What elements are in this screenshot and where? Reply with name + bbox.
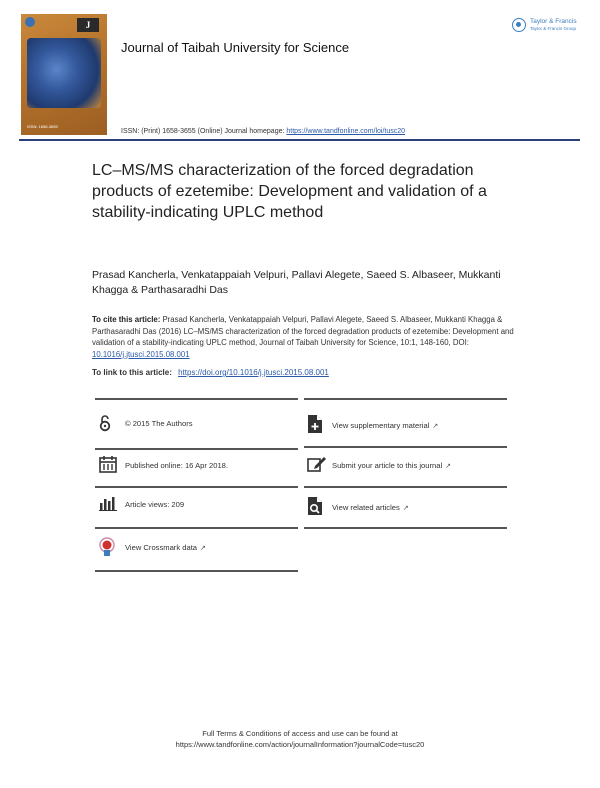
supplementary-link[interactable]: View supplementary material: [332, 421, 430, 430]
divider: [304, 486, 507, 488]
license-text: © 2015 The Authors: [125, 419, 193, 428]
submit-article-link[interactable]: Submit your article to this journal: [332, 461, 443, 470]
bar-chart-icon: [99, 497, 117, 511]
document-search-icon: [307, 496, 323, 516]
supplementary-row[interactable]: [307, 414, 505, 436]
publisher-group: Taylor & Francis Group: [530, 26, 577, 31]
citation-block: [92, 314, 522, 360]
external-link-icon: ↗: [402, 505, 409, 512]
document-plus-icon: [307, 414, 323, 434]
issn-text: ISSN: (Print) 1658-3655 (Online) Journal homepage:: [121, 128, 285, 135]
divider: [95, 527, 298, 529]
publisher-logo[interactable]: [512, 18, 584, 34]
issn-line: [121, 128, 405, 135]
related-row[interactable]: [307, 496, 505, 518]
header-divider: [19, 139, 580, 141]
related-articles-link[interactable]: View related articles: [332, 503, 400, 512]
publisher-name: Taylor & Francis: [530, 18, 577, 25]
citation-label: To cite this article:: [92, 315, 161, 324]
divider: [95, 486, 298, 488]
crossmark-icon: [99, 537, 115, 557]
edit-icon: [307, 455, 327, 473]
journal-cover-label: J: [77, 18, 99, 32]
external-link-icon: ↗: [445, 463, 452, 470]
cover-artwork: [27, 38, 101, 108]
calendar-icon: [99, 455, 117, 473]
divider: [304, 446, 507, 448]
divider: [95, 398, 298, 400]
link-line: [92, 368, 329, 377]
article-title: LC–MS/MS characterization of the forced degradation products of ezetemibe: Development and validation of a stability-indicating UPLC method: [92, 162, 487, 221]
footer-terms-link[interactable]: https://www.tandfonline.com/action/journalInformation?journalCode=tusc20: [175, 740, 425, 749]
external-link-icon: ↗: [432, 423, 439, 430]
footer-terms-text: Full Terms & Conditions of access and use can be found at: [202, 729, 398, 738]
external-link-icon: ↗: [200, 545, 206, 552]
footer: [0, 728, 600, 750]
submit-row[interactable]: [307, 455, 505, 477]
divider: [304, 527, 507, 529]
citation-text: Prasad Kancherla, Venkatappaiah Velpuri, Pallavi Alegete, Saeed S. Albaseer, Mukkanti Khagga & Parthasaradhi Das (2016) LC–MS/MS characterization of the forced degradation products of ezetemibe: Development and validation of a stability-indicating UPLC method, Journal of Taibah University for Science, 10:1, 148-160, DOI:: [92, 315, 514, 347]
crossmark-row[interactable]: [99, 537, 297, 559]
link-label: To link to this article:: [92, 368, 172, 377]
citation-doi-link[interactable]: 10.1016/j.jtusci.2015.08.001: [92, 349, 190, 359]
university-logo-icon: [25, 17, 35, 27]
journal-title[interactable]: Journal of Taibah University for Science: [121, 40, 350, 55]
license-row: [99, 414, 297, 434]
journal-homepage-link[interactable]: https://www.tandfonline.com/loi/tusc20: [286, 128, 406, 135]
open-access-icon: [99, 414, 111, 432]
divider: [95, 570, 298, 572]
article-views: Article views: 209: [125, 500, 185, 509]
published-row: [99, 455, 297, 477]
cover-issn: ISSN: 1658-3655: [27, 124, 58, 129]
taylor-francis-logo-icon: [512, 18, 526, 32]
article-doi-link[interactable]: https://doi.org/10.1016/j.jtusci.2015.08.001: [178, 368, 329, 377]
published-date: Published online: 16 Apr 2018.: [125, 461, 229, 470]
views-row: [99, 496, 297, 516]
journal-cover-image: [21, 14, 107, 135]
article-authors: Prasad Kancherla, Venkatappaiah Velpuri, Pallavi Alegete, Saeed S. Albaseer, Mukkanti Khagga & Parthasaradhi Das: [92, 269, 501, 296]
divider: [95, 448, 298, 450]
divider: [304, 398, 507, 400]
crossmark-link[interactable]: View Crossmark data: [125, 543, 198, 552]
